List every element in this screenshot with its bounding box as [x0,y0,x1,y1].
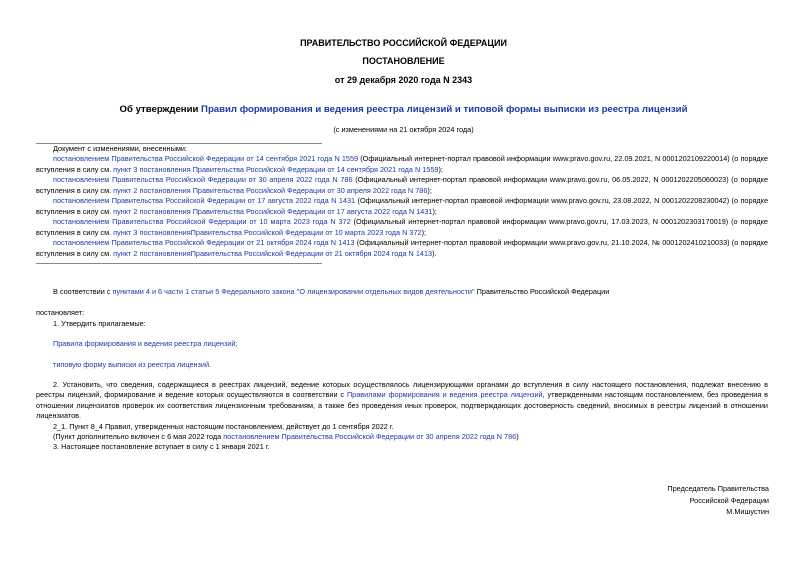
change-link[interactable]: постановлением Правительства Российской Федерации от 14 сентября 2021 года N 1559 [53,154,359,163]
signature-position: Председатель Правительства [667,484,769,493]
change-item [36,238,768,259]
date-number: от 29 декабря 2020 года N 2343 [334,75,473,85]
change-link[interactable]: постановлением Правительства Российской Федерации от 30 апреля 2022 года N 786 [53,175,353,184]
change-link[interactable]: постановлением Правительства Российской Федерации от 10 марта 2023 года N 372 [53,217,351,226]
signature-org: Российской Федерации [689,495,769,505]
change-item [36,196,768,217]
item-2-rules-link[interactable]: Правилами формирования и ведения реестра лицензий [346,390,543,400]
note-suffix: ) [516,432,519,441]
change-text-end: ); [427,185,432,195]
change-text-end: ). [432,248,437,258]
item-2-1-note [36,432,768,442]
change-text: (Официальный интернет-портал правовой информации www.pravo.gov.ru, 06.05.2022, N 0001202205060023) (о порядке вступления в силу см. [36,175,769,195]
item-1: 1. Утвердить прилагаемые: [53,319,146,328]
title-link[interactable]: Правил формирования и ведения реестра лицензий и типовой формы выписки из реестра лицензий [201,104,688,115]
change-effect-link[interactable]: пункт 2 постановления Правительства Российской Федерации от 30 апреля 2022 года N 786 [113,185,428,195]
note-prefix: (Пункт дополнительно включен с 6 мая 2022 года [53,432,224,441]
item-3: 3. Настоящее постановление вступает в силу с 1 января 2021 г. [53,442,270,451]
change-item [36,175,768,196]
item-1-form [36,360,768,370]
change-effect-link[interactable]: пункт 3 постановления Правительства Российской Федерации от 14 сентября 2021 года N 1559 [113,164,439,174]
basis-law-link[interactable]: пунктами 4 и 6 части 1 статьи 5 Федерального закона "О лицензировании отдельных видов деятельности" [112,287,475,296]
basis-suffix: Правительство Российской Федерации [474,287,610,296]
title-prefix: Об утверждении [119,104,202,115]
change-text-end: ); [421,227,427,237]
basis-paragraph [36,287,768,297]
change-item [36,154,768,175]
item-2-text-b: , утвержденными настоящим постановлением, без проведения в отношении лицензиатов проверок их соответствия лицензионным требованиям, а также без проведения иных проверок, подтверждающих достоверность сведений, вносимых в реестры лицензий в отношении лицензиатов. [36,390,768,421]
change-link[interactable]: постановлением Правительства Российской Федерации от 21 октября 2024 года N 1413 [53,238,355,247]
rules-link[interactable]: Правила формирования и ведения реестра лицензий; [53,339,238,348]
change-text: (Официальный интернет-портал правовой информации www.pravo.gov.ru, 22.09.2021, N 0001202109220014) (о порядке вступления в силу см. [36,154,768,174]
change-effect-link[interactable]: пункт 2 постановленияПравительства Российской Федерации от 21 октября 2024 года N 1413 [113,248,433,258]
change-text: (Официальный интернет-портал правовой информации www.pravo.gov.ru, 17.03.2023, N 0001202303170019) (о порядке вступления в силу см. [36,217,768,237]
change-effect-link[interactable]: пункт 2 постановления Правительства Российской Федерации от 17 августа 2022 года N 1431 [113,206,433,216]
note-link[interactable]: постановлением Правительства Российской Федерации от 30 апреля 2022 года N 786 [223,432,517,441]
item-2-text-a: 2. Установить, что сведения, содержащиеся в реестрах лицензий, ведение которых осуществлялось лицензирующими органами до вступления в силу настоящего постановления, подлежат внесению в реестры лицензий, формирование и ведение которых осуществляются в соответствии с [36,380,768,400]
signature-name: М.Мишустин [726,507,769,516]
changes-heading: Документ с изменениями, внесенными: [53,144,187,153]
change-text-end: ); [438,164,443,174]
item-1-rules [36,339,768,349]
decides-text: постановляет: [36,308,85,317]
changes-list [36,154,768,259]
org-name: ПРАВИТЕЛЬСТВО РОССИЙСКОЙ ФЕДЕРАЦИИ [300,38,507,48]
change-effect-link[interactable]: пункт 3 постановленияПравительства Российской Федерации от 10 марта 2023 года N 372 [113,227,422,237]
basis-prefix: В соответствии с [53,287,113,296]
change-item [36,217,768,238]
item-2-1: 2_1. Пункт 8_4 Правил, утвержденных настоящим постановлением, действует до 1 сентября 2022 г. [53,422,394,431]
edition-note: (с изменениями на 21 октября 2024 года) [333,125,474,134]
doc-type: ПОСТАНОВЛЕНИЕ [362,56,445,66]
change-link[interactable]: постановлением Правительства Российской Федерации от 17 августа 2022 года N 1431 [53,196,356,205]
change-text: (Официальный интернет-портал правовой информации www.pravo.gov.ru, 23.08.2022, N 0001202208230042) (о порядке вступления в силу см. [36,196,769,216]
item-2 [36,380,768,422]
divider-bottom [36,263,322,264]
form-link[interactable]: типовую форму выписки из реестра лицензий. [53,360,212,369]
change-text-end: ); [432,206,437,216]
document-title [0,104,807,115]
change-text: (Официальный интернет-портал правовой информации www.pravo.gov.ru, 21.10.2024, № 0001202410210033) (о порядке вступления в силу см. [36,238,768,258]
signature-block [667,483,769,518]
